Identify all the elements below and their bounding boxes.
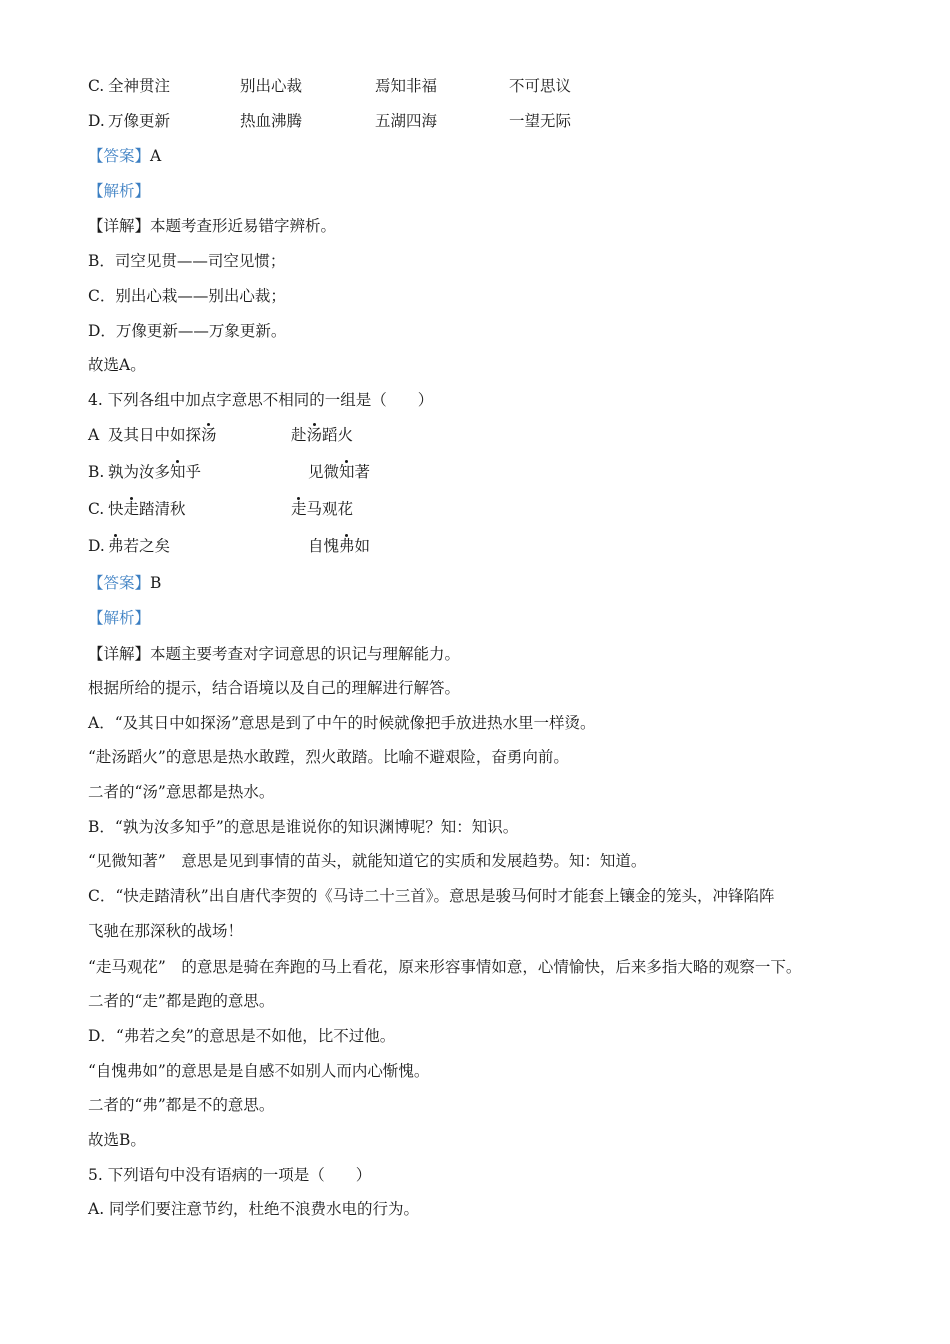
option-label: D.: [88, 112, 105, 130]
detail-tag: 【详解】: [88, 645, 151, 663]
analysis-tag: 【解析】: [88, 182, 151, 200]
paragraph: D．万像更新——万象更新。: [88, 322, 287, 340]
answer-value: A: [150, 147, 162, 165]
paragraph: “自愧弗如”的意思是是自感不如别人而内心惭愧。: [88, 1062, 430, 1080]
dotted-char: 汤: [306, 426, 323, 444]
dotted-char: 弗: [339, 537, 355, 555]
dotted-char: 汤: [201, 426, 217, 444]
option-item: 五湖四海: [375, 112, 438, 130]
option-item: 热血沸腾: [240, 112, 303, 130]
option-item: 全神贯注: [108, 77, 171, 95]
answer-tag: 【答案】: [88, 574, 151, 592]
detail-line: [88, 643, 460, 665]
answer-line: [88, 145, 161, 167]
option-left: 快走踏清秋: [108, 500, 186, 518]
paragraph: A．“及其日中如探汤”意思是到了中午的时候就像把手放进热水里一样烫。: [88, 714, 596, 732]
option-right: 见微知著: [308, 463, 371, 481]
option-item: 不可思议: [509, 77, 572, 95]
option-left: 弗若之矣: [108, 537, 171, 555]
option-item: 万像更新: [108, 112, 171, 130]
question-stem: 4. 下列各组中加点字意思不相同的一组是（ ）: [88, 391, 434, 409]
paragraph: “见微知著” 意思是见到事情的苗头，就能知道它的实质和发展趋势。知：知道。: [88, 852, 647, 870]
option-label: D.: [88, 537, 105, 555]
paragraph: 故选B。: [88, 1131, 146, 1149]
paragraph: 二者的“弗”都是不的意思。: [88, 1096, 275, 1114]
option-left: 及其日中如探汤: [108, 426, 217, 444]
answer-value: B: [150, 574, 162, 592]
detail-line: [88, 215, 336, 237]
paragraph: 故选A。: [88, 356, 146, 374]
q4-option-a: [88, 424, 788, 446]
paragraph: 根据所给的提示，结合语境以及自己的理解进行解答。: [88, 679, 461, 697]
answer-tag: 【答案】: [88, 147, 151, 165]
paragraph: B．“孰为汝多知乎”的意思是谁说你的知识渊博呢？知：知识。: [88, 818, 519, 836]
paragraph: 飞驰在那深秋的战场！: [88, 922, 244, 940]
q4-option-c: [88, 498, 788, 520]
dotted-char: 知: [339, 463, 355, 481]
option-item: 焉知非福: [375, 77, 438, 95]
option-label: C.: [88, 500, 105, 518]
option-label: C.: [88, 77, 105, 95]
answer-line: [88, 572, 161, 594]
option-item: 别出心裁: [240, 77, 303, 95]
paragraph: “赴汤蹈火”的意思是热水敢蹚，烈火敢踏。比喻不避艰险，奋勇向前。: [88, 748, 569, 766]
dotted-char: 走: [291, 500, 307, 518]
detail-text: 本题考查形近易错字辨析。: [150, 217, 337, 235]
option-item: 一望无际: [509, 112, 572, 130]
q4-option-b: [88, 461, 788, 483]
option-left: 孰为汝多知乎: [108, 463, 202, 481]
q3-option-d: [88, 110, 788, 132]
paragraph: C．别出心栽——别出心裁；: [88, 287, 286, 305]
q3-option-c: [88, 75, 788, 97]
option-right: 自愧弗如: [308, 537, 371, 555]
dotted-char: 走: [123, 500, 140, 518]
option-a: A. 同学们要注意节约，杜绝不浪费水电的行为。: [88, 1200, 420, 1218]
question-stem: 5. 下列语句中没有语病的一项是（ ）: [88, 1166, 372, 1184]
paragraph: “走马观花” 的意思是骑在奔跑的马上看花，原来形容事情如意，心情愉快，后来多指大略的观察一下。: [88, 958, 802, 976]
option-right: 赴汤蹈火: [291, 426, 354, 444]
paragraph: D．“弗若之矣”的意思是不如他，比不过他。: [88, 1027, 396, 1045]
option-label: A: [88, 426, 100, 444]
paragraph: C．“快走踏清秋”出自唐代李贺的《马诗二十三首》。意思是骏马何时才能套上镶金的笼头，冲锋陷阵: [88, 887, 775, 905]
paragraph: 二者的“走”都是跑的意思。: [88, 992, 275, 1010]
paragraph: 二者的“汤”意思都是热水。: [88, 783, 275, 801]
paragraph: B．司空见贯——司空见惯；: [88, 252, 286, 270]
option-right: 走马观花: [291, 500, 354, 518]
analysis-tag: 【解析】: [88, 609, 151, 627]
dotted-char: 弗: [108, 537, 124, 555]
dotted-char: 知: [170, 463, 186, 481]
detail-text: 本题主要考查对字词意思的识记与理解能力。: [150, 645, 461, 663]
q4-option-d: [88, 535, 788, 557]
detail-tag: 【详解】: [88, 217, 151, 235]
option-label: B.: [88, 463, 105, 481]
